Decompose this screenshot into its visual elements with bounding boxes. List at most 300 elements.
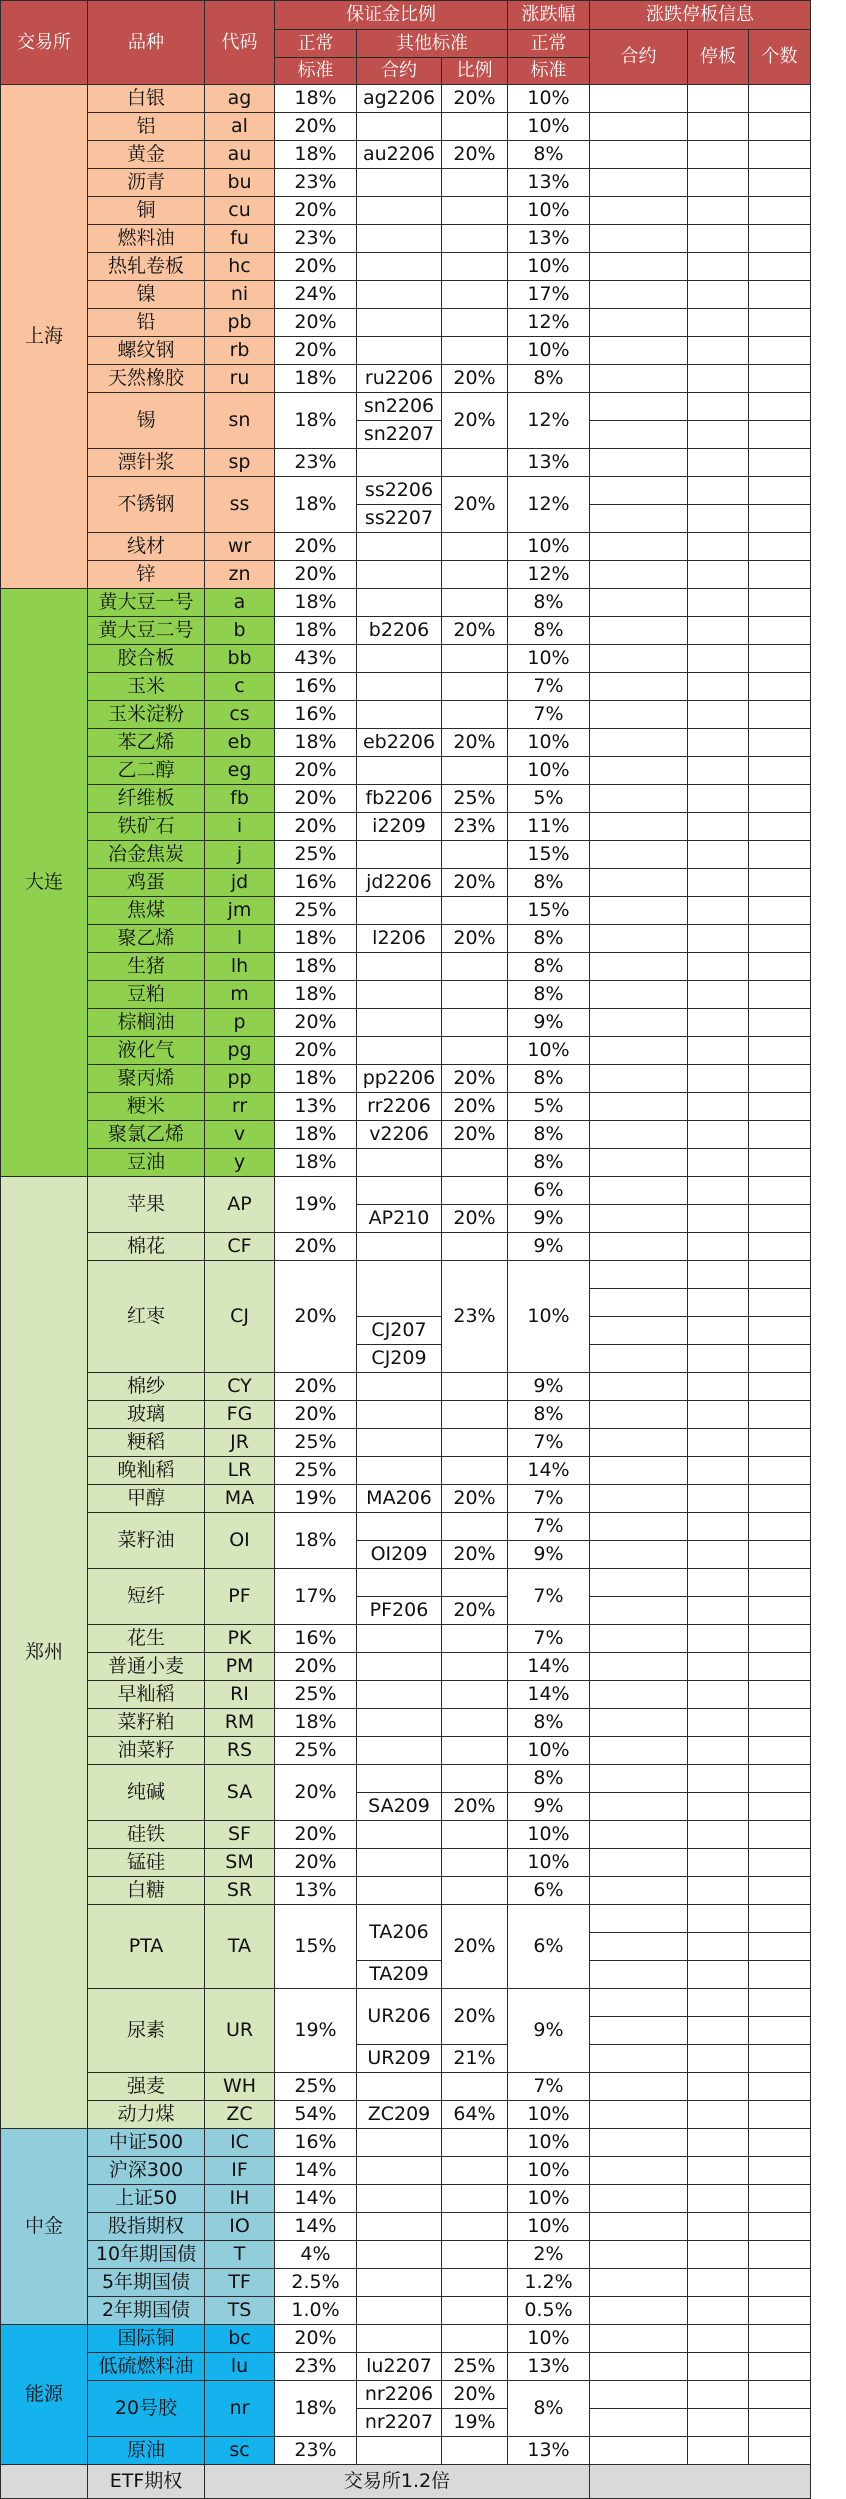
- limit-normal: 13%: [508, 169, 590, 197]
- limit-normal: 15%: [508, 841, 590, 869]
- limit-info-contract: [590, 645, 688, 673]
- limit-info-stop: [688, 1597, 749, 1625]
- limit-info-stop: [688, 421, 749, 449]
- margin-normal: 18%: [275, 729, 357, 757]
- limit-info-contract: [590, 925, 688, 953]
- other-contract: [357, 1569, 442, 1597]
- limit-info-count: [749, 729, 811, 757]
- limit-info-count: [749, 2213, 811, 2241]
- other-ratio: [442, 1737, 508, 1765]
- product-code: IH: [205, 2185, 275, 2213]
- limit-normal: 5%: [508, 1093, 590, 1121]
- product-code: fu: [205, 225, 275, 253]
- margin-normal: 25%: [275, 1737, 357, 1765]
- limit-info-count: [749, 757, 811, 785]
- table-row: [1, 1401, 811, 1429]
- other-contract: eb2206: [357, 729, 442, 757]
- product-code: i: [205, 813, 275, 841]
- margin-normal: 13%: [275, 1093, 357, 1121]
- other-contract: [357, 1037, 442, 1065]
- limit-info-count: [749, 841, 811, 869]
- limit-info-stop: [688, 1905, 749, 1933]
- exchange-cell: 郑州: [1, 1177, 88, 2129]
- margin-normal: 25%: [275, 2073, 357, 2101]
- table-row: [1, 2129, 811, 2157]
- product-name: 燃料油: [88, 225, 205, 253]
- other-contract: [357, 1849, 442, 1877]
- limit-normal: 7%: [508, 1569, 590, 1625]
- product-name: 上证50: [88, 2185, 205, 2213]
- limit-info-count: [749, 1877, 811, 1905]
- limit-info-contract: [590, 533, 688, 561]
- other-contract: PF206: [357, 1597, 442, 1625]
- margin-normal: 2.5%: [275, 2269, 357, 2297]
- limit-normal: 7%: [508, 673, 590, 701]
- limit-info-contract: [590, 813, 688, 841]
- product-name: 棉花: [88, 1233, 205, 1261]
- limit-info-count: [749, 1765, 811, 1793]
- product-code: IC: [205, 2129, 275, 2157]
- limit-normal: 17%: [508, 281, 590, 309]
- table-row: [1, 1065, 811, 1093]
- product-code: l: [205, 925, 275, 953]
- table-row: [1, 841, 811, 869]
- table-row: [1, 2241, 811, 2269]
- other-contract: [357, 1709, 442, 1737]
- limit-normal: 10%: [508, 1261, 590, 1373]
- other-contract: v2206: [357, 1121, 442, 1149]
- limit-info-count: [749, 869, 811, 897]
- other-contract: ru2206: [357, 365, 442, 393]
- limit-info-stop: [688, 1205, 749, 1233]
- other-contract: [357, 1009, 442, 1037]
- product-name: 普通小麦: [88, 1653, 205, 1681]
- table-row: [1, 729, 811, 757]
- limit-info-count: [749, 253, 811, 281]
- other-contract: OI209: [357, 1541, 442, 1569]
- limit-normal: 8%: [508, 2381, 590, 2437]
- product-code: wr: [205, 533, 275, 561]
- other-contract: [357, 225, 442, 253]
- exchange-cell: 上海: [1, 85, 88, 589]
- limit-normal: 15%: [508, 897, 590, 925]
- product-name: 豆油: [88, 1149, 205, 1177]
- header-margin-other: 其他标准: [357, 30, 508, 58]
- limit-info-contract: [590, 617, 688, 645]
- limit-info-count: [749, 449, 811, 477]
- limit-info-stop: [688, 1121, 749, 1149]
- other-ratio: 20%: [442, 477, 508, 533]
- margin-normal: 18%: [275, 589, 357, 617]
- limit-info-contract: [590, 2129, 688, 2157]
- other-ratio: [442, 841, 508, 869]
- limit-info-stop: [688, 2353, 749, 2381]
- limit-info-count: [749, 1681, 811, 1709]
- limit-normal: 7%: [508, 2073, 590, 2101]
- product-name: 白糖: [88, 1877, 205, 1905]
- margin-normal: 16%: [275, 2129, 357, 2157]
- limit-info-count: [749, 1233, 811, 1261]
- limit-info-stop: [688, 729, 749, 757]
- product-code: TA: [205, 1905, 275, 1989]
- other-contract: [357, 701, 442, 729]
- limit-info-count: [749, 505, 811, 533]
- other-ratio: 23%: [442, 1261, 508, 1373]
- other-contract: [357, 2269, 442, 2297]
- margin-normal: 15%: [275, 1905, 357, 1989]
- limit-info-stop: [688, 225, 749, 253]
- limit-info-contract: [590, 1513, 688, 1541]
- limit-normal: 2%: [508, 2241, 590, 2269]
- other-contract: [357, 897, 442, 925]
- limit-info-count: [749, 2241, 811, 2269]
- table-row: [1, 869, 811, 897]
- limit-info-contract: [590, 1765, 688, 1793]
- limit-info-contract: [590, 281, 688, 309]
- table-row: [1, 2185, 811, 2213]
- other-ratio: 19%: [442, 2409, 508, 2437]
- etf-info-cell: [590, 2465, 811, 2499]
- other-ratio: [442, 2129, 508, 2157]
- header-limit-normal-2: 标准: [508, 58, 590, 85]
- limit-normal: 8%: [508, 617, 590, 645]
- other-ratio: [442, 2325, 508, 2353]
- limit-info-contract: [590, 253, 688, 281]
- limit-info-contract: [590, 505, 688, 533]
- limit-info-stop: [688, 2297, 749, 2325]
- table-row: [1, 365, 811, 393]
- limit-info-contract: [590, 141, 688, 169]
- other-contract: rr2206: [357, 1093, 442, 1121]
- limit-info-count: [749, 1149, 811, 1177]
- table-row: [1, 1737, 811, 1765]
- product-name: 玉米淀粉: [88, 701, 205, 729]
- other-contract: CJ207: [357, 1317, 442, 1345]
- margin-normal: 16%: [275, 869, 357, 897]
- limit-info-contract: [590, 869, 688, 897]
- limit-info-count: [749, 1821, 811, 1849]
- other-ratio: 20%: [442, 1597, 508, 1625]
- limit-info-count: [749, 2157, 811, 2185]
- limit-info-contract: [590, 2437, 688, 2465]
- margin-normal: 20%: [275, 309, 357, 337]
- limit-info-stop: [688, 1737, 749, 1765]
- header-limit-group: 涨跌幅: [508, 1, 590, 30]
- other-ratio: [442, 1429, 508, 1457]
- limit-normal: 10%: [508, 253, 590, 281]
- limit-info-stop: [688, 309, 749, 337]
- limit-info-stop: [688, 925, 749, 953]
- limit-info-count: [749, 1625, 811, 1653]
- product-code: RM: [205, 1709, 275, 1737]
- table-row: [1, 253, 811, 281]
- product-name: 苯乙烯: [88, 729, 205, 757]
- limit-info-count: [749, 477, 811, 505]
- other-contract: [357, 197, 442, 225]
- other-ratio: 20%: [442, 1485, 508, 1513]
- product-name: 中证500: [88, 2129, 205, 2157]
- limit-info-contract: [590, 1681, 688, 1709]
- product-code: IO: [205, 2213, 275, 2241]
- margin-normal: 20%: [275, 197, 357, 225]
- other-contract: UR209: [357, 2045, 442, 2073]
- product-name: 硅铁: [88, 1821, 205, 1849]
- limit-info-stop: [688, 561, 749, 589]
- limit-info-stop: [688, 1373, 749, 1401]
- limit-normal: 11%: [508, 813, 590, 841]
- limit-info-contract: [590, 2353, 688, 2381]
- table-row: [1, 449, 811, 477]
- limit-normal: 7%: [508, 1625, 590, 1653]
- product-name: 10年期国债: [88, 2241, 205, 2269]
- limit-info-contract: [590, 1261, 688, 1289]
- etf-label: ETF期权: [88, 2465, 205, 2499]
- limit-info-count: [749, 2045, 811, 2073]
- product-code: c: [205, 673, 275, 701]
- product-name: 锡: [88, 393, 205, 449]
- limit-info-count: [749, 2437, 811, 2465]
- other-ratio: [442, 645, 508, 673]
- limit-normal: 13%: [508, 2437, 590, 2465]
- limit-info-contract: [590, 1037, 688, 1065]
- margin-normal: 19%: [275, 1485, 357, 1513]
- other-contract: [357, 1457, 442, 1485]
- limit-normal: 10%: [508, 1737, 590, 1765]
- margin-normal: 14%: [275, 2213, 357, 2241]
- limit-info-stop: [688, 1177, 749, 1205]
- limit-info-count: [749, 561, 811, 589]
- margin-normal: 18%: [275, 925, 357, 953]
- limit-info-count: [749, 1933, 811, 1961]
- limit-info-count: [749, 421, 811, 449]
- other-contract: [357, 113, 442, 141]
- product-code: jd: [205, 869, 275, 897]
- other-contract: fb2206: [357, 785, 442, 813]
- limit-info-count: [749, 2185, 811, 2213]
- product-code: ss: [205, 477, 275, 533]
- other-contract: [357, 757, 442, 785]
- other-contract: ss2206: [357, 477, 442, 505]
- limit-normal: 1.2%: [508, 2269, 590, 2297]
- limit-info-contract: [590, 2241, 688, 2269]
- limit-info-contract: [590, 2269, 688, 2297]
- limit-info-stop: [688, 1569, 749, 1597]
- limit-info-count: [749, 1989, 811, 2017]
- limit-info-stop: [688, 813, 749, 841]
- limit-info-stop: [688, 2325, 749, 2353]
- other-ratio: [442, 1233, 508, 1261]
- limit-info-contract: [590, 1065, 688, 1093]
- other-contract: [357, 2157, 442, 2185]
- limit-info-stop: [688, 1765, 749, 1793]
- other-ratio: [442, 2185, 508, 2213]
- limit-info-contract: [590, 1093, 688, 1121]
- other-ratio: [442, 1457, 508, 1485]
- table-row: [1, 1513, 811, 1541]
- margin-normal: 20%: [275, 1233, 357, 1261]
- header-margin-normal-1: 正常: [275, 30, 357, 58]
- limit-info-stop: [688, 1345, 749, 1373]
- limit-info-contract: [590, 1709, 688, 1737]
- limit-normal: 8%: [508, 1121, 590, 1149]
- other-ratio: [442, 1849, 508, 1877]
- limit-info-stop: [688, 1289, 749, 1317]
- limit-info-contract: [590, 1933, 688, 1961]
- limit-normal: 10%: [508, 729, 590, 757]
- limit-info-count: [749, 1289, 811, 1317]
- limit-normal: 12%: [508, 309, 590, 337]
- product-name: 不锈钢: [88, 477, 205, 533]
- limit-info-contract: [590, 309, 688, 337]
- table-row: [1, 141, 811, 169]
- table-row: [1, 1905, 811, 1933]
- margin-normal: 20%: [275, 253, 357, 281]
- margin-normal: 24%: [275, 281, 357, 309]
- limit-info-stop: [688, 505, 749, 533]
- limit-info-count: [749, 1177, 811, 1205]
- limit-info-count: [749, 701, 811, 729]
- margin-normal: 23%: [275, 2353, 357, 2381]
- other-contract: AP210: [357, 1205, 442, 1233]
- product-code: rr: [205, 1093, 275, 1121]
- table-row: [1, 2213, 811, 2241]
- margin-normal: 20%: [275, 1765, 357, 1821]
- product-name: 粳稻: [88, 1429, 205, 1457]
- other-ratio: [442, 2241, 508, 2269]
- table-row: [1, 757, 811, 785]
- product-name: 豆粕: [88, 981, 205, 1009]
- table-row: [1, 1149, 811, 1177]
- product-name: 菜籽粕: [88, 1709, 205, 1737]
- limit-info-stop: [688, 869, 749, 897]
- other-contract: [357, 2297, 442, 2325]
- limit-info-count: [749, 2381, 811, 2409]
- product-code: sp: [205, 449, 275, 477]
- product-code: UR: [205, 1989, 275, 2073]
- limit-normal: 8%: [508, 1765, 590, 1793]
- limit-info-count: [749, 2297, 811, 2325]
- other-contract: [357, 1877, 442, 1905]
- other-ratio: [442, 1709, 508, 1737]
- other-contract: [357, 2437, 442, 2465]
- other-contract: [357, 1625, 442, 1653]
- limit-info-stop: [688, 1849, 749, 1877]
- limit-info-count: [749, 225, 811, 253]
- table-row: [1, 645, 811, 673]
- other-ratio: [442, 1513, 508, 1541]
- other-ratio: [442, 533, 508, 561]
- table-row: [1, 337, 811, 365]
- limit-normal: 8%: [508, 925, 590, 953]
- product-code: TF: [205, 2269, 275, 2297]
- margin-normal: 18%: [275, 617, 357, 645]
- limit-info-count: [749, 309, 811, 337]
- limit-info-count: [749, 1485, 811, 1513]
- margin-normal: 20%: [275, 1261, 357, 1373]
- limit-normal: 9%: [508, 1989, 590, 2073]
- table-row: [1, 1569, 811, 1597]
- limit-info-stop: [688, 1541, 749, 1569]
- other-ratio: [442, 701, 508, 729]
- margin-normal: 20%: [275, 1821, 357, 1849]
- other-ratio: [442, 1401, 508, 1429]
- margin-normal: 4%: [275, 2241, 357, 2269]
- limit-info-contract: [590, 1989, 688, 2017]
- limit-info-contract: [590, 1401, 688, 1429]
- product-code: CF: [205, 1233, 275, 1261]
- product-code: lu: [205, 2353, 275, 2381]
- table-row: [1, 197, 811, 225]
- limit-info-count: [749, 337, 811, 365]
- limit-info-count: [749, 2409, 811, 2437]
- other-ratio: [442, 1037, 508, 1065]
- limit-info-contract: [590, 1009, 688, 1037]
- other-contract: jd2206: [357, 869, 442, 897]
- limit-info-stop: [688, 897, 749, 925]
- limit-normal: 9%: [508, 1373, 590, 1401]
- table-row: [1, 2101, 811, 2129]
- limit-info-count: [749, 1737, 811, 1765]
- limit-info-count: [749, 589, 811, 617]
- other-contract: SA209: [357, 1793, 442, 1821]
- product-code: lh: [205, 953, 275, 981]
- table-row: [1, 225, 811, 253]
- product-name: 20号胶: [88, 2381, 205, 2437]
- limit-info-count: [749, 1905, 811, 1933]
- other-contract: [357, 309, 442, 337]
- header-limit-info-group: 涨跌停板信息: [590, 1, 811, 30]
- other-ratio: 20%: [442, 2381, 508, 2409]
- limit-info-count: [749, 1065, 811, 1093]
- limit-info-stop: [688, 2213, 749, 2241]
- limit-info-contract: [590, 169, 688, 197]
- limit-info-stop: [688, 169, 749, 197]
- table-row: [1, 1233, 811, 1261]
- other-contract: au2206: [357, 141, 442, 169]
- limit-info-contract: [590, 701, 688, 729]
- margin-normal: 25%: [275, 1429, 357, 1457]
- product-code: T: [205, 2241, 275, 2269]
- margin-normal: 19%: [275, 1989, 357, 2073]
- limit-info-stop: [688, 2185, 749, 2213]
- limit-info-count: [749, 981, 811, 1009]
- table-row: [1, 1121, 811, 1149]
- product-name: 低硫燃料油: [88, 2353, 205, 2381]
- table-row: [1, 2157, 811, 2185]
- margin-normal: 18%: [275, 1121, 357, 1149]
- other-contract: MA206: [357, 1485, 442, 1513]
- table-row: [1, 981, 811, 1009]
- limit-normal: 9%: [508, 1541, 590, 1569]
- product-name: 苹果: [88, 1177, 205, 1233]
- product-code: SR: [205, 1877, 275, 1905]
- margin-normal: 18%: [275, 393, 357, 449]
- other-ratio: [442, 1177, 508, 1205]
- product-code: al: [205, 113, 275, 141]
- other-contract: b2206: [357, 617, 442, 645]
- limit-normal: 8%: [508, 953, 590, 981]
- other-ratio: [442, 1681, 508, 1709]
- limit-info-count: [749, 1205, 811, 1233]
- limit-info-contract: [590, 421, 688, 449]
- limit-normal: 10%: [508, 2325, 590, 2353]
- other-contract: ag2206: [357, 85, 442, 113]
- other-ratio: [442, 673, 508, 701]
- margin-normal: 18%: [275, 1149, 357, 1177]
- margin-normal: 20%: [275, 1849, 357, 1877]
- limit-info-count: [749, 1037, 811, 1065]
- limit-info-count: [749, 2101, 811, 2129]
